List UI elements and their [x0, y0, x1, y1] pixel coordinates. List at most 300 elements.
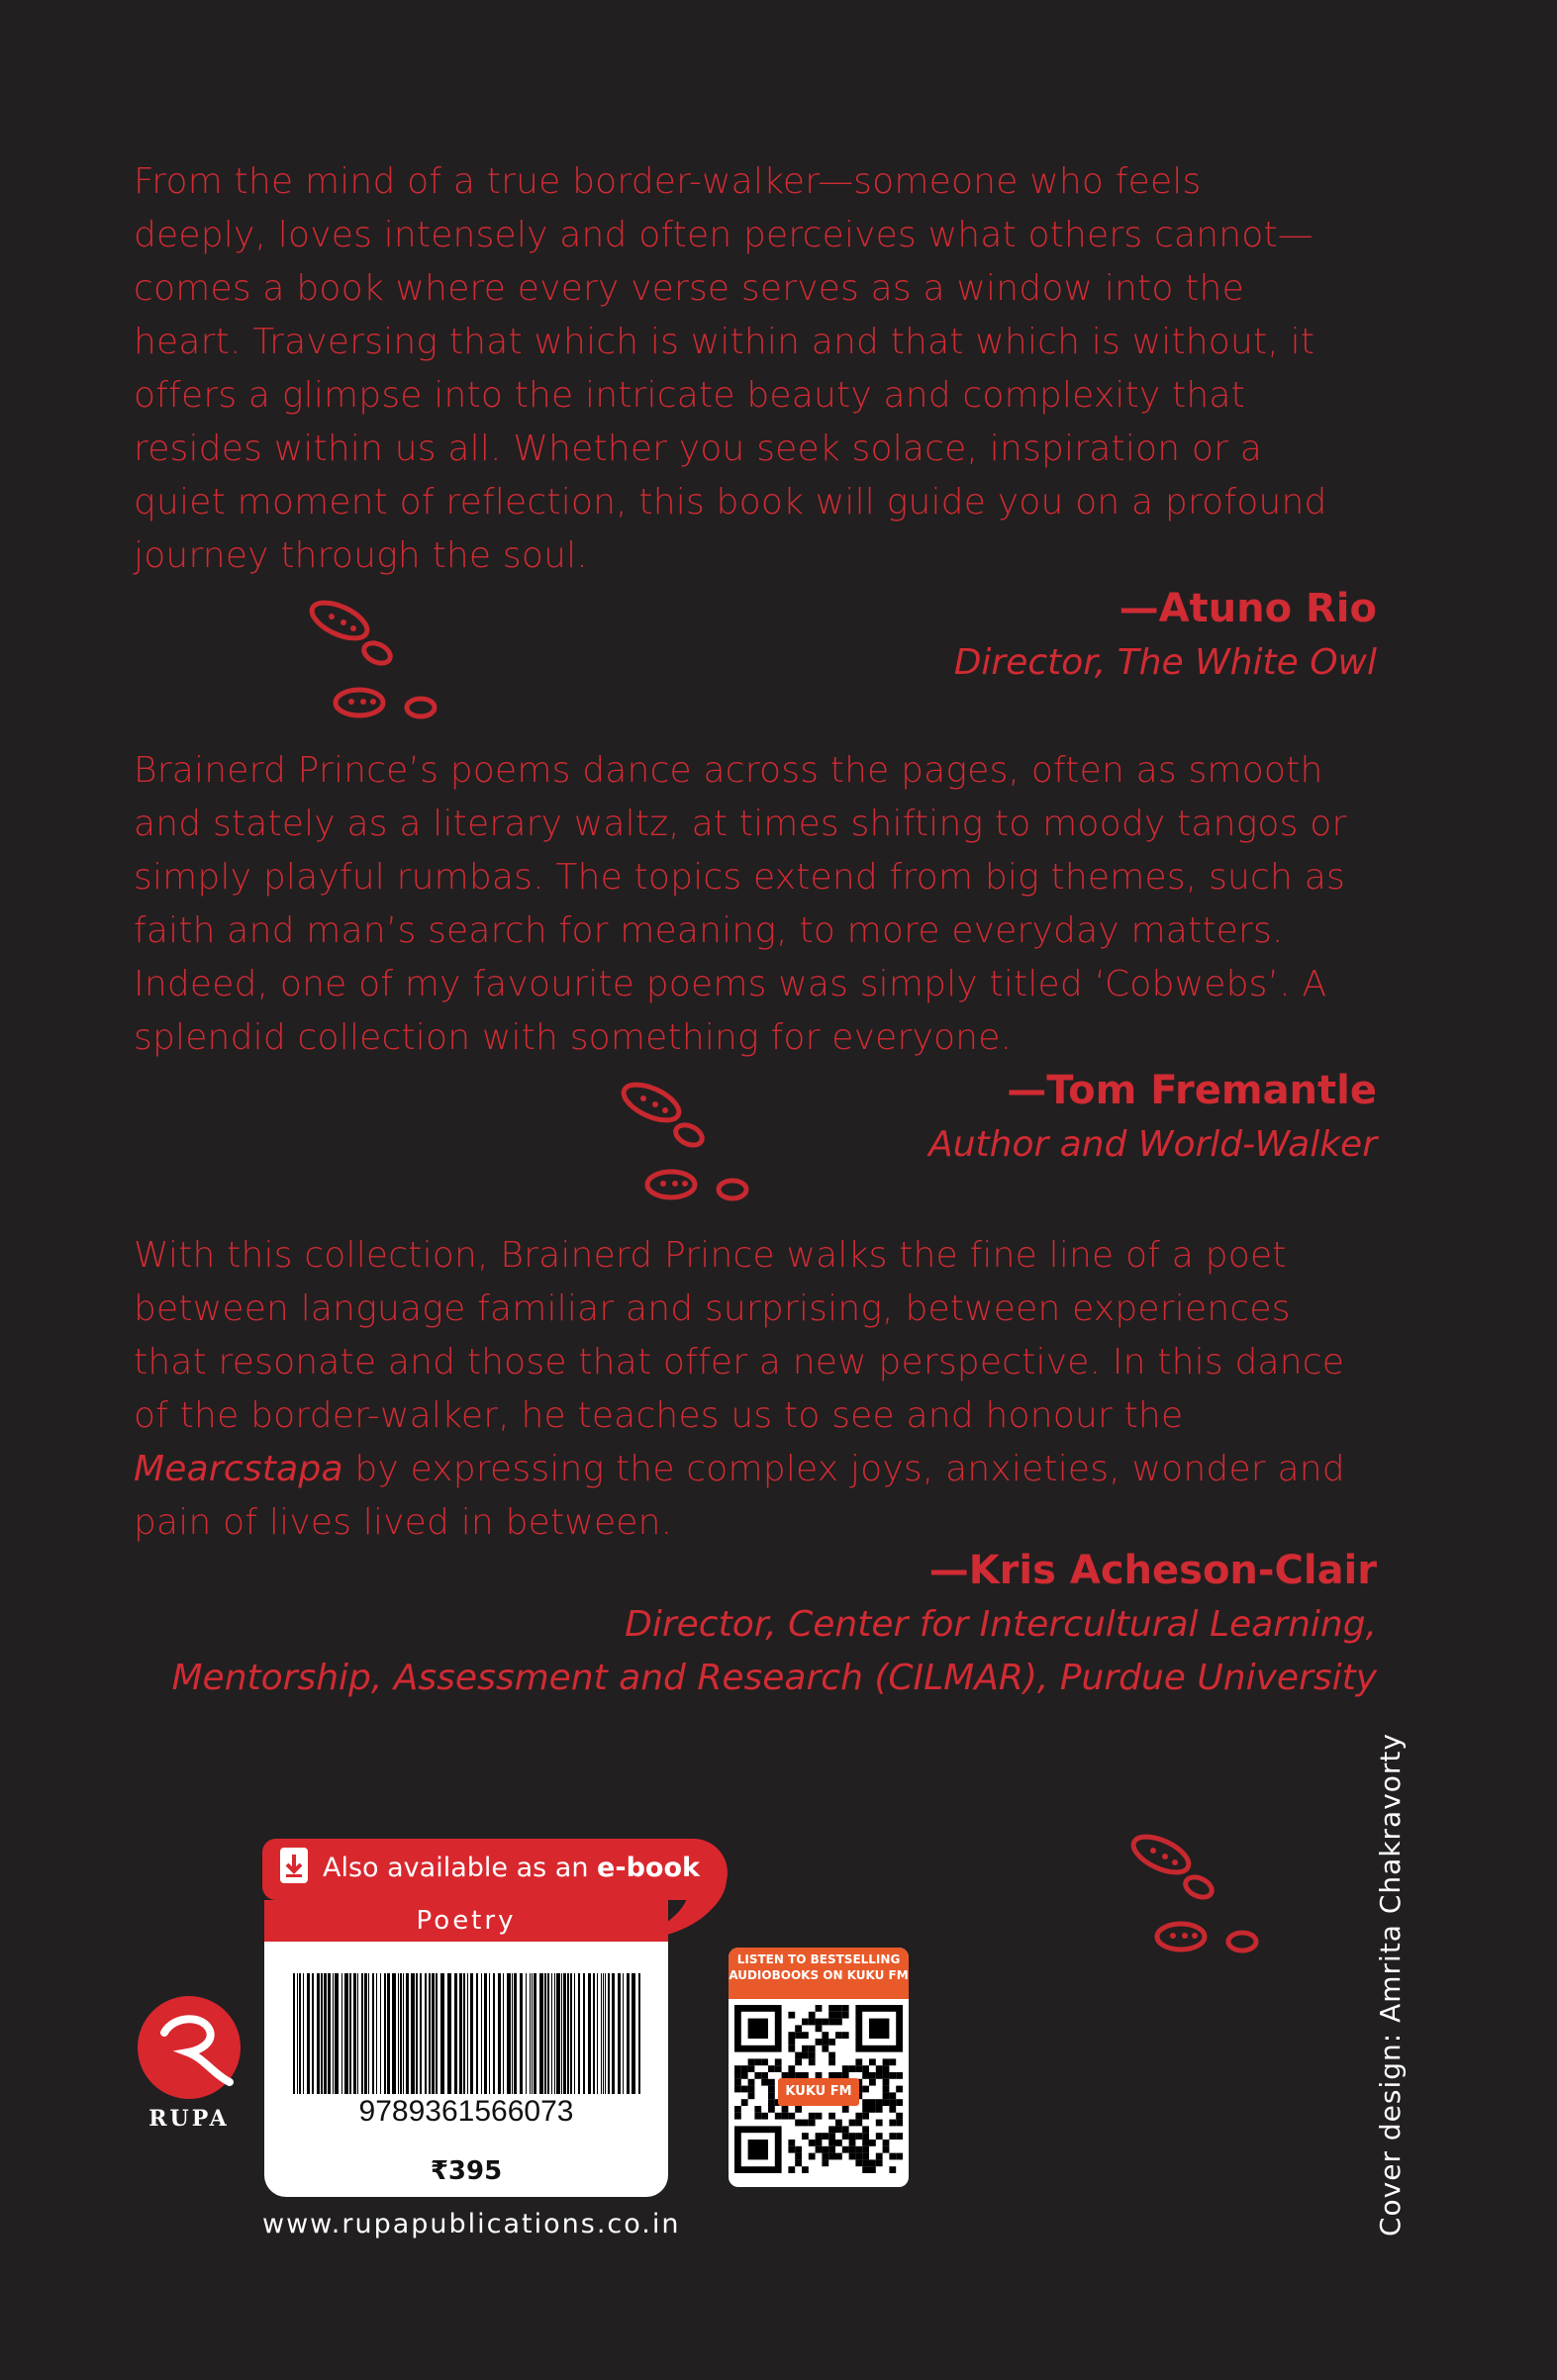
qr-module — [835, 2120, 842, 2127]
blurb-2-text: Brainerd Prince’s poems dance across the pages, often as smooth and stately as a literary waltz, at times shifting to moody tangos or simply playful rumbas. The topics extend from big themes, such as faith and man’s search for meaning, to more everyday matters. Indeed, one of my favourite poems was simply titled ‘Cobwebs’. A splendid collection with something for everyone. — [134, 750, 1347, 1058]
blurb-1-attribution — [954, 581, 1377, 690]
barcode-bar — [392, 1973, 396, 2094]
barcode-bar — [476, 1973, 478, 2094]
qr-module — [828, 2153, 835, 2160]
barcode-bar — [544, 1973, 546, 2094]
qr-module — [768, 2079, 775, 2086]
isbn-number: 9789361566073 — [358, 2095, 574, 2128]
blurb-1-author: —Atuno Rio — [1119, 586, 1377, 631]
qr-module — [883, 2099, 890, 2106]
qr-module — [748, 2065, 755, 2072]
qr-module — [842, 2032, 849, 2039]
barcode-bar — [341, 1973, 342, 2094]
qr-module — [876, 2065, 883, 2072]
barcode-bar — [547, 1973, 549, 2094]
qr-module — [896, 2072, 903, 2079]
qr-module — [842, 2106, 849, 2113]
barcode-bar — [514, 1973, 517, 2094]
qr-module — [876, 2072, 883, 2079]
qr-module — [828, 2058, 835, 2065]
barcode-bar — [387, 1973, 390, 2094]
qr-module — [802, 2166, 809, 2173]
qr-module — [849, 2120, 856, 2127]
qr-module — [788, 2046, 795, 2052]
rupa-logo-icon — [135, 1993, 243, 2102]
barcode-bar — [601, 1973, 602, 2094]
qr-module — [761, 2072, 768, 2079]
qr-module — [883, 2065, 890, 2072]
qr-module — [768, 2092, 775, 2099]
qr-finder-pattern — [869, 2019, 889, 2039]
qr-module — [855, 2058, 862, 2065]
qr-module — [809, 2120, 816, 2127]
barcode-bar — [567, 1973, 569, 2094]
barcode-bar — [623, 1973, 624, 2094]
qr-module — [754, 2113, 761, 2120]
qr-module — [788, 2039, 795, 2046]
qr-module — [795, 2032, 802, 2039]
qr-module — [896, 2120, 903, 2127]
qr-module — [896, 2153, 903, 2160]
qr-module — [828, 2126, 835, 2133]
footprints-icon — [614, 1081, 762, 1219]
barcode-bar — [364, 1973, 367, 2094]
qr-module — [809, 2012, 816, 2019]
qr-module — [835, 2126, 842, 2133]
qr-module — [822, 2153, 828, 2160]
qr-module — [869, 2159, 876, 2166]
barcode-bar — [563, 1973, 566, 2094]
qr-module — [835, 2019, 842, 2026]
barcode-bar — [398, 1973, 399, 2094]
footprints-icon — [302, 599, 450, 737]
qr-module — [889, 2092, 896, 2099]
qr-module — [828, 2019, 835, 2026]
barcode-bar — [344, 1973, 348, 2094]
qr-module — [734, 2079, 741, 2086]
qr-module — [748, 2058, 755, 2065]
qr-module — [855, 2153, 862, 2160]
blurb-1-author-role: Director, The White Owl — [953, 642, 1377, 683]
qr-module — [788, 2140, 795, 2146]
barcode-bar — [411, 1973, 415, 2094]
barcode-bar — [481, 1973, 482, 2094]
barcode-bar — [489, 1973, 490, 2094]
kuku-fm-qr-card — [729, 1948, 909, 2187]
qr-module — [816, 2025, 823, 2032]
qr-module — [734, 2106, 741, 2113]
barcode-bar — [470, 1973, 473, 2094]
qr-module — [862, 2126, 869, 2133]
qr-module — [896, 2133, 903, 2140]
kuku-fm-banner: LISTEN TO BESTSELLING AUDIOBOOKS ON KUKU FM — [729, 1948, 909, 1999]
qr-module — [849, 2153, 856, 2160]
barcode-bar — [425, 1973, 427, 2094]
qr-module — [876, 2106, 883, 2113]
qr-module — [855, 2113, 862, 2120]
genre-label: Poetry — [264, 1900, 668, 1942]
publisher-website: www.rupapublications.co.in — [262, 2209, 681, 2239]
qr-module — [889, 2166, 896, 2173]
qr-module — [876, 2133, 883, 2140]
qr-module — [768, 2106, 775, 2113]
barcode-bar — [403, 1973, 404, 2094]
qr-module — [816, 2039, 823, 2046]
qr-module — [869, 2072, 876, 2079]
qr-module — [883, 2058, 890, 2065]
qr-module — [896, 2086, 903, 2093]
qr-module — [809, 2046, 816, 2052]
download-icon — [279, 1847, 309, 1884]
qr-module — [822, 2019, 828, 2026]
qr-module — [835, 2032, 842, 2039]
qr-module — [734, 2065, 741, 2072]
barcode-bar — [463, 1973, 465, 2094]
barcode-bar — [603, 1973, 604, 2094]
barcode-bar — [429, 1973, 431, 2094]
qr-module — [896, 2113, 903, 2120]
cover-design-credit: Cover design: Amrita Chakravorty — [1374, 1733, 1407, 2237]
qr-module — [775, 2065, 782, 2072]
blurb-3-author-role-line-2: Mentorship, Assessment and Research (CILMAR), Purdue University — [171, 1658, 1377, 1698]
qr-module — [896, 2099, 903, 2106]
qr-module — [889, 2153, 896, 2160]
qr-module — [876, 2159, 883, 2166]
barcode-bar — [349, 1973, 351, 2094]
blurb-3-attribution — [172, 1543, 1378, 1705]
qr-module — [761, 2058, 768, 2065]
barcode-bar — [467, 1973, 468, 2094]
qr-module — [809, 2153, 816, 2160]
qr-module — [869, 2106, 876, 2113]
barcode-bar — [307, 1973, 310, 2094]
qr-module — [816, 2019, 823, 2026]
blurb-2-author-role: Author and World-Walker — [928, 1124, 1377, 1165]
blurb-2-author: —Tom Fremantle — [1007, 1068, 1377, 1113]
qr-module — [849, 2146, 856, 2153]
barcode-bar — [454, 1973, 457, 2094]
barcode-bar — [583, 1973, 585, 2094]
qr-module — [855, 2133, 862, 2140]
qr-module — [828, 2005, 835, 2012]
qr-module — [822, 2146, 828, 2153]
qr-finder-pattern — [748, 2019, 768, 2039]
barcode-bar — [597, 1973, 598, 2094]
barcode-bar — [556, 1973, 560, 2094]
barcode-bar — [312, 1973, 314, 2094]
qr-module — [822, 2046, 828, 2052]
qr-module — [889, 2133, 896, 2140]
qr-module — [816, 2140, 823, 2146]
qr-module — [768, 2065, 775, 2072]
barcode-bar — [447, 1973, 451, 2094]
qr-module — [795, 2153, 802, 2160]
barcode-bar — [608, 1973, 610, 2094]
qr-module — [828, 2052, 835, 2059]
qr-module — [754, 2058, 761, 2065]
qr-module — [734, 2113, 741, 2120]
qr-module — [802, 2019, 809, 2026]
barcode-bar — [520, 1973, 523, 2094]
qr-module — [862, 2133, 869, 2140]
qr-module — [802, 2052, 809, 2059]
barcode-bar — [361, 1973, 363, 2094]
barcode-bar — [372, 1973, 374, 2094]
qr-module — [822, 2039, 828, 2046]
barcode-bar — [436, 1973, 438, 2094]
blurb-2-attribution — [928, 1063, 1377, 1172]
barcode-bar — [440, 1973, 444, 2094]
barcode-bar — [526, 1973, 527, 2094]
qr-module — [862, 2065, 869, 2072]
barcode-bar — [353, 1973, 356, 2094]
blurb-3-text — [134, 1229, 1371, 1550]
qr-module — [795, 2058, 802, 2065]
qr-module — [802, 2032, 809, 2039]
qr-module — [809, 2019, 816, 2026]
qr-module — [842, 2126, 849, 2133]
qr-module — [795, 2146, 802, 2153]
qr-module — [855, 2159, 862, 2166]
qr-module — [741, 2099, 748, 2106]
publisher-name: RUPA — [148, 2106, 230, 2132]
qr-module — [855, 2065, 862, 2072]
qr-module — [795, 2106, 802, 2113]
qr-module — [809, 2058, 816, 2065]
barcode-bar — [459, 1973, 462, 2094]
qr-module — [835, 2153, 842, 2160]
barcode-bar — [534, 1973, 536, 2094]
qr-module — [889, 2106, 896, 2113]
qr-module — [842, 2065, 849, 2072]
qr-module — [883, 2146, 890, 2153]
barcode-bar — [593, 1973, 595, 2094]
qr-module — [869, 2166, 876, 2173]
barcode-bar — [484, 1973, 487, 2094]
barcode-bar — [333, 1973, 334, 2094]
barcode-bar — [627, 1973, 630, 2094]
qr-module — [788, 2012, 795, 2019]
qr-module — [889, 2058, 896, 2065]
qr-finder-pattern — [748, 2140, 768, 2159]
qr-module — [862, 2106, 869, 2113]
barcode-bar — [638, 1973, 640, 2094]
barcode-bar — [507, 1973, 511, 2094]
barcode-bar — [420, 1973, 422, 2094]
qr-module — [889, 2120, 896, 2127]
qr-module — [835, 2140, 842, 2146]
barcode-bar — [317, 1973, 320, 2094]
blurb-3-author: —Kris Acheson-Clair — [928, 1548, 1377, 1593]
barcode-bar — [406, 1973, 409, 2094]
barcode-bar — [299, 1973, 301, 2094]
barcode-bar — [632, 1973, 635, 2094]
qr-module — [862, 2159, 869, 2166]
qr-module — [869, 2058, 876, 2065]
qr-module — [795, 2025, 802, 2032]
qr-module — [869, 2140, 876, 2146]
qr-module — [842, 2146, 849, 2153]
qr-module — [802, 2120, 809, 2127]
qr-module — [768, 2099, 775, 2106]
qr-module — [802, 2133, 809, 2140]
barcode-bar — [532, 1973, 533, 2094]
qr-module — [862, 2140, 869, 2146]
qr-module — [788, 2113, 795, 2120]
qr-module — [761, 2079, 768, 2086]
blurb-3-author-role-line-1: Director, Center for Intercultural Learning, — [625, 1604, 1377, 1645]
qr-module — [734, 2086, 741, 2093]
qr-module — [842, 2005, 849, 2012]
qr-module — [883, 2079, 890, 2086]
barcode-bar — [561, 1973, 562, 2094]
qr-module — [809, 2140, 816, 2146]
barcode-bar — [321, 1973, 323, 2094]
ebook-text-highlight: e-book — [597, 1853, 700, 1883]
blurb-3-text-end: by expressing the complex joys, anxieties, wonder and pain of lives lived in between. — [134, 1449, 1345, 1543]
qr-module — [788, 2166, 795, 2173]
barcode-bar — [384, 1973, 386, 2094]
barcode-bar — [588, 1973, 591, 2094]
qr-module — [876, 2153, 883, 2160]
qr-module — [788, 2065, 795, 2072]
qr-module — [822, 2159, 828, 2166]
qr-module — [876, 2120, 883, 2127]
barcode-bar — [303, 1973, 304, 2094]
qr-module — [828, 2133, 835, 2140]
qr-module — [795, 2159, 802, 2166]
barcode-bar — [335, 1973, 339, 2094]
barcode-bar — [357, 1973, 358, 2094]
qr-module — [862, 2099, 869, 2106]
qr-module — [876, 2099, 883, 2106]
qr-module — [862, 2153, 869, 2160]
qr-module — [816, 2113, 823, 2120]
qr-module — [795, 2052, 802, 2059]
qr-module — [748, 2086, 755, 2093]
blurb-3-text-start: With this collection, Brainerd Prince walks the fine line of a poet between language familiar and surprising, between experiences that resonate and those that offer a new perspective. In this dance of the border-walker, he teaches us to see and honour the — [134, 1235, 1345, 1436]
barcode-bar — [578, 1973, 580, 2094]
qr-module — [741, 2086, 748, 2093]
qr-module — [741, 2072, 748, 2079]
barcode-bar — [539, 1973, 543, 2094]
qr-module — [748, 2092, 755, 2099]
blurb-3-text-italic: Mearcstapa — [134, 1449, 343, 1489]
qr-module — [862, 2072, 869, 2079]
qr-module — [822, 2032, 828, 2039]
footprints-icon — [1123, 1833, 1272, 1971]
barcode-bar — [605, 1973, 606, 2094]
ebook-text-prefix: Also available as an — [323, 1853, 589, 1883]
qr-module — [788, 2032, 795, 2039]
qr-module — [816, 2005, 823, 2012]
qr-module — [788, 2146, 795, 2153]
barcode-bar — [400, 1973, 402, 2094]
qr-module — [816, 2133, 823, 2140]
qr-module — [754, 2106, 761, 2113]
barcode-bar — [376, 1973, 377, 2094]
qr-module — [862, 2166, 869, 2173]
qr-module — [741, 2065, 748, 2072]
qr-module — [809, 2113, 816, 2120]
barcode-bar — [324, 1973, 327, 2094]
qr-module — [842, 2133, 849, 2140]
qr-module — [748, 2079, 755, 2086]
qr-module — [734, 2072, 741, 2079]
qr-module — [828, 2113, 835, 2120]
barcode-bar — [368, 1973, 369, 2094]
barcode-bar — [432, 1973, 435, 2094]
barcode-bar — [328, 1973, 331, 2094]
qr-module — [809, 2052, 816, 2059]
barcode-bar — [612, 1973, 615, 2094]
qr-module — [855, 2146, 862, 2153]
qr-module — [828, 2146, 835, 2153]
qr-module — [775, 2113, 782, 2120]
barcode-bar — [574, 1973, 575, 2094]
qr-module — [889, 2072, 896, 2079]
qr-module — [828, 2012, 835, 2019]
barcode-bar — [618, 1973, 621, 2094]
isbn-barcode — [289, 1973, 645, 2094]
price-label: ₹395 — [430, 2156, 503, 2186]
kuku-fm-badge: KUKU FM — [778, 2078, 859, 2106]
qr-module — [782, 2106, 789, 2113]
qr-module — [822, 2133, 828, 2140]
blurb-1-text: From the mind of a true border-walker—someone who feels deeply, loves intensely and often perceives what others cannot—comes a book where every verse serves as a window into the heart. Traversing that which is within and that which is without, it offers a glimpse into the intricate beauty and complexity that resides within us all. Whether you seek solace, inspiration or a quiet moment of reflection, this book will guide you on a profound journey through the soul. — [134, 161, 1327, 576]
qr-module — [883, 2140, 890, 2146]
qr-module — [761, 2113, 768, 2120]
qr-module — [855, 2120, 862, 2127]
qr-module — [862, 2113, 869, 2120]
qr-module — [849, 2133, 856, 2140]
qr-module — [828, 2140, 835, 2146]
qr-module — [849, 2065, 856, 2072]
barcode-bar — [554, 1973, 555, 2094]
barcode-bar — [551, 1973, 552, 2094]
barcode-bar — [416, 1973, 418, 2094]
barcode-bar — [297, 1973, 298, 2094]
qr-module — [775, 2058, 782, 2065]
qr-module — [842, 2012, 849, 2019]
barcode-bar — [503, 1973, 504, 2094]
qr-module — [754, 2072, 761, 2079]
barcode-bar — [570, 1973, 572, 2094]
qr-module — [835, 2005, 842, 2012]
qr-module — [816, 2146, 823, 2153]
ebook-availability-text — [323, 1844, 700, 1893]
qr-module — [849, 2140, 856, 2146]
qr-module — [795, 2120, 802, 2127]
barcode-bar — [380, 1973, 381, 2094]
qr-module — [883, 2086, 890, 2093]
qr-module — [835, 2012, 842, 2019]
qr-module — [862, 2086, 869, 2093]
qr-module — [828, 2039, 835, 2046]
barcode-bar — [512, 1973, 513, 2094]
barcode-bar — [493, 1973, 495, 2094]
qr-module — [889, 2099, 896, 2106]
barcode-bar — [498, 1973, 501, 2094]
qr-module — [869, 2079, 876, 2086]
barcode-bar — [293, 1973, 295, 2094]
qr-module — [883, 2072, 890, 2079]
qr-module — [883, 2092, 890, 2099]
qr-module — [768, 2086, 775, 2093]
qr-module — [782, 2113, 789, 2120]
qr-module — [862, 2146, 869, 2153]
qr-module — [802, 2046, 809, 2052]
